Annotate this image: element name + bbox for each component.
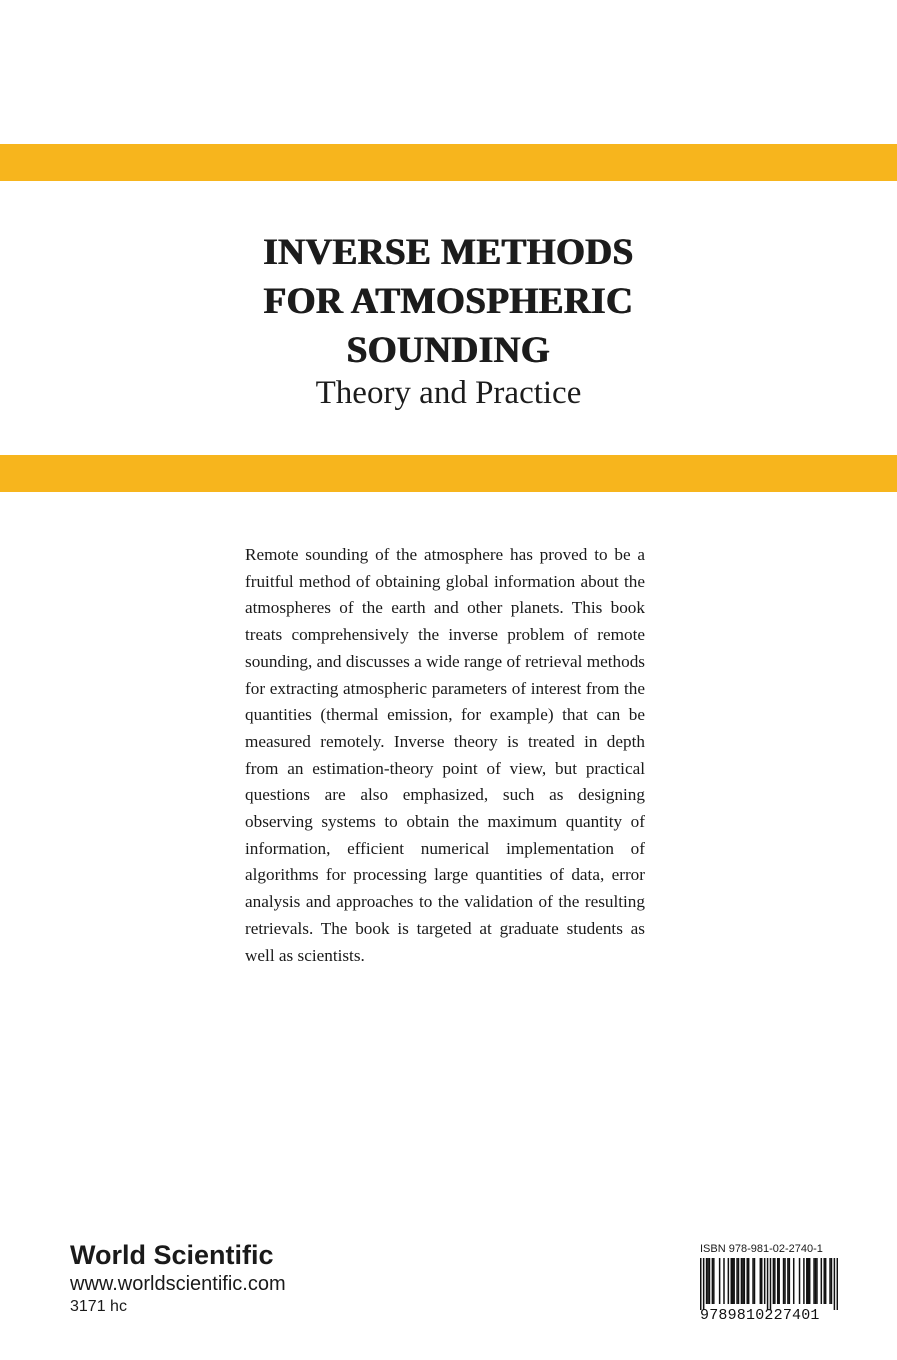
- barcode-bar: [754, 1258, 756, 1304]
- barcode-bar: [807, 1258, 809, 1304]
- barcode-bar: [834, 1258, 836, 1310]
- barcode-bar: [761, 1258, 763, 1304]
- isbn-label: ISBN 978-981-02-2740-1: [700, 1243, 823, 1255]
- publisher-url: www.worldscientific.com: [70, 1273, 286, 1295]
- barcode-bar: [829, 1258, 831, 1304]
- barcode-bar: [773, 1258, 775, 1304]
- book-title-block: [0, 228, 897, 413]
- barcode-bar: [764, 1258, 766, 1304]
- barcode-bar: [719, 1258, 721, 1304]
- catalog-code: 3171 hc: [70, 1298, 127, 1315]
- barcode-bar: [741, 1258, 743, 1304]
- barcode-bar: [813, 1258, 815, 1304]
- barcode-icon: [700, 1258, 838, 1310]
- barcode-bar: [783, 1258, 785, 1304]
- book-title-line-1: INVERSE METHODS: [263, 232, 634, 273]
- book-title-line-2: FOR ATMOSPHERIC: [263, 281, 634, 322]
- barcode-bar: [837, 1258, 838, 1310]
- book-subtitle: Theory and Practice: [315, 375, 582, 411]
- barcode-bar: [744, 1258, 746, 1304]
- barcode-bar: [778, 1258, 780, 1304]
- barcode-bar: [728, 1258, 730, 1304]
- barcode-bar: [787, 1258, 789, 1304]
- barcode-bar: [712, 1258, 714, 1304]
- barcode-bar: [707, 1258, 709, 1304]
- barcode-bar: [760, 1258, 762, 1304]
- barcode-bar: [732, 1258, 734, 1304]
- barcode-bar: [816, 1258, 818, 1304]
- barcode-bar: [733, 1258, 735, 1304]
- barcode-bar: [799, 1258, 801, 1304]
- barcode-bar: [777, 1258, 779, 1304]
- book-title-line-3: SOUNDING: [346, 330, 551, 371]
- isbn-block: [700, 1242, 838, 1324]
- barcode-bar: [746, 1258, 748, 1304]
- barcode-bar: [825, 1258, 827, 1304]
- barcode-bar: [823, 1258, 825, 1304]
- barcode-bar: [703, 1258, 705, 1310]
- top-color-band: [0, 144, 897, 181]
- barcode-bar: [709, 1258, 711, 1304]
- barcode-bar: [803, 1258, 805, 1304]
- barcode-bar: [789, 1258, 791, 1304]
- barcode-bar: [700, 1258, 702, 1310]
- barcode-bar: [774, 1258, 776, 1304]
- barcode-bar: [831, 1258, 833, 1304]
- barcode-bar: [742, 1258, 744, 1304]
- bottom-color-band: [0, 455, 897, 492]
- barcode-bar: [736, 1258, 738, 1304]
- barcode-bar: [713, 1258, 715, 1304]
- barcode-bar: [723, 1258, 725, 1304]
- barcode-bar: [793, 1258, 795, 1304]
- barcode-bar: [809, 1258, 811, 1304]
- barcode-bar: [731, 1258, 733, 1304]
- barcode-bar: [815, 1258, 817, 1304]
- barcode-bar: [748, 1258, 750, 1304]
- barcode-bar: [770, 1258, 772, 1310]
- barcode-bar: [784, 1258, 786, 1304]
- book-description: Remote sounding of the atmosphere has proved to be a fruitful method of obtaining global information about the atmospheres of the earth and other planets. This book treats comprehensively the inverse problem of remote sounding, and discusses a wide range of retrieval methods for extracting atmospheric parameters of interest from the quantities (thermal emission, for example) that can be measured remotely. Inverse theory is treated in depth from an estimation-theory point of view, but practical questions are also emphasized, such as designing observing systems to obtain the maximum quantity of information, efficient numerical implementation of algorithms for processing large quantities of data, error analysis and approaches to the validation of the resulting retrievals. The book is targeted at graduate students as well as scientists.: [245, 545, 645, 965]
- publisher-name: World Scientific: [70, 1240, 274, 1270]
- barcode-bar: [738, 1258, 740, 1304]
- barcode-bar: [752, 1258, 754, 1304]
- barcode-bar: [806, 1258, 808, 1304]
- barcode-bar: [706, 1258, 708, 1304]
- barcode-bar: [767, 1258, 769, 1310]
- barcode-bar: [821, 1258, 823, 1304]
- barcode-digits: 9789810227401: [700, 1307, 820, 1324]
- publisher-block: [70, 1238, 286, 1318]
